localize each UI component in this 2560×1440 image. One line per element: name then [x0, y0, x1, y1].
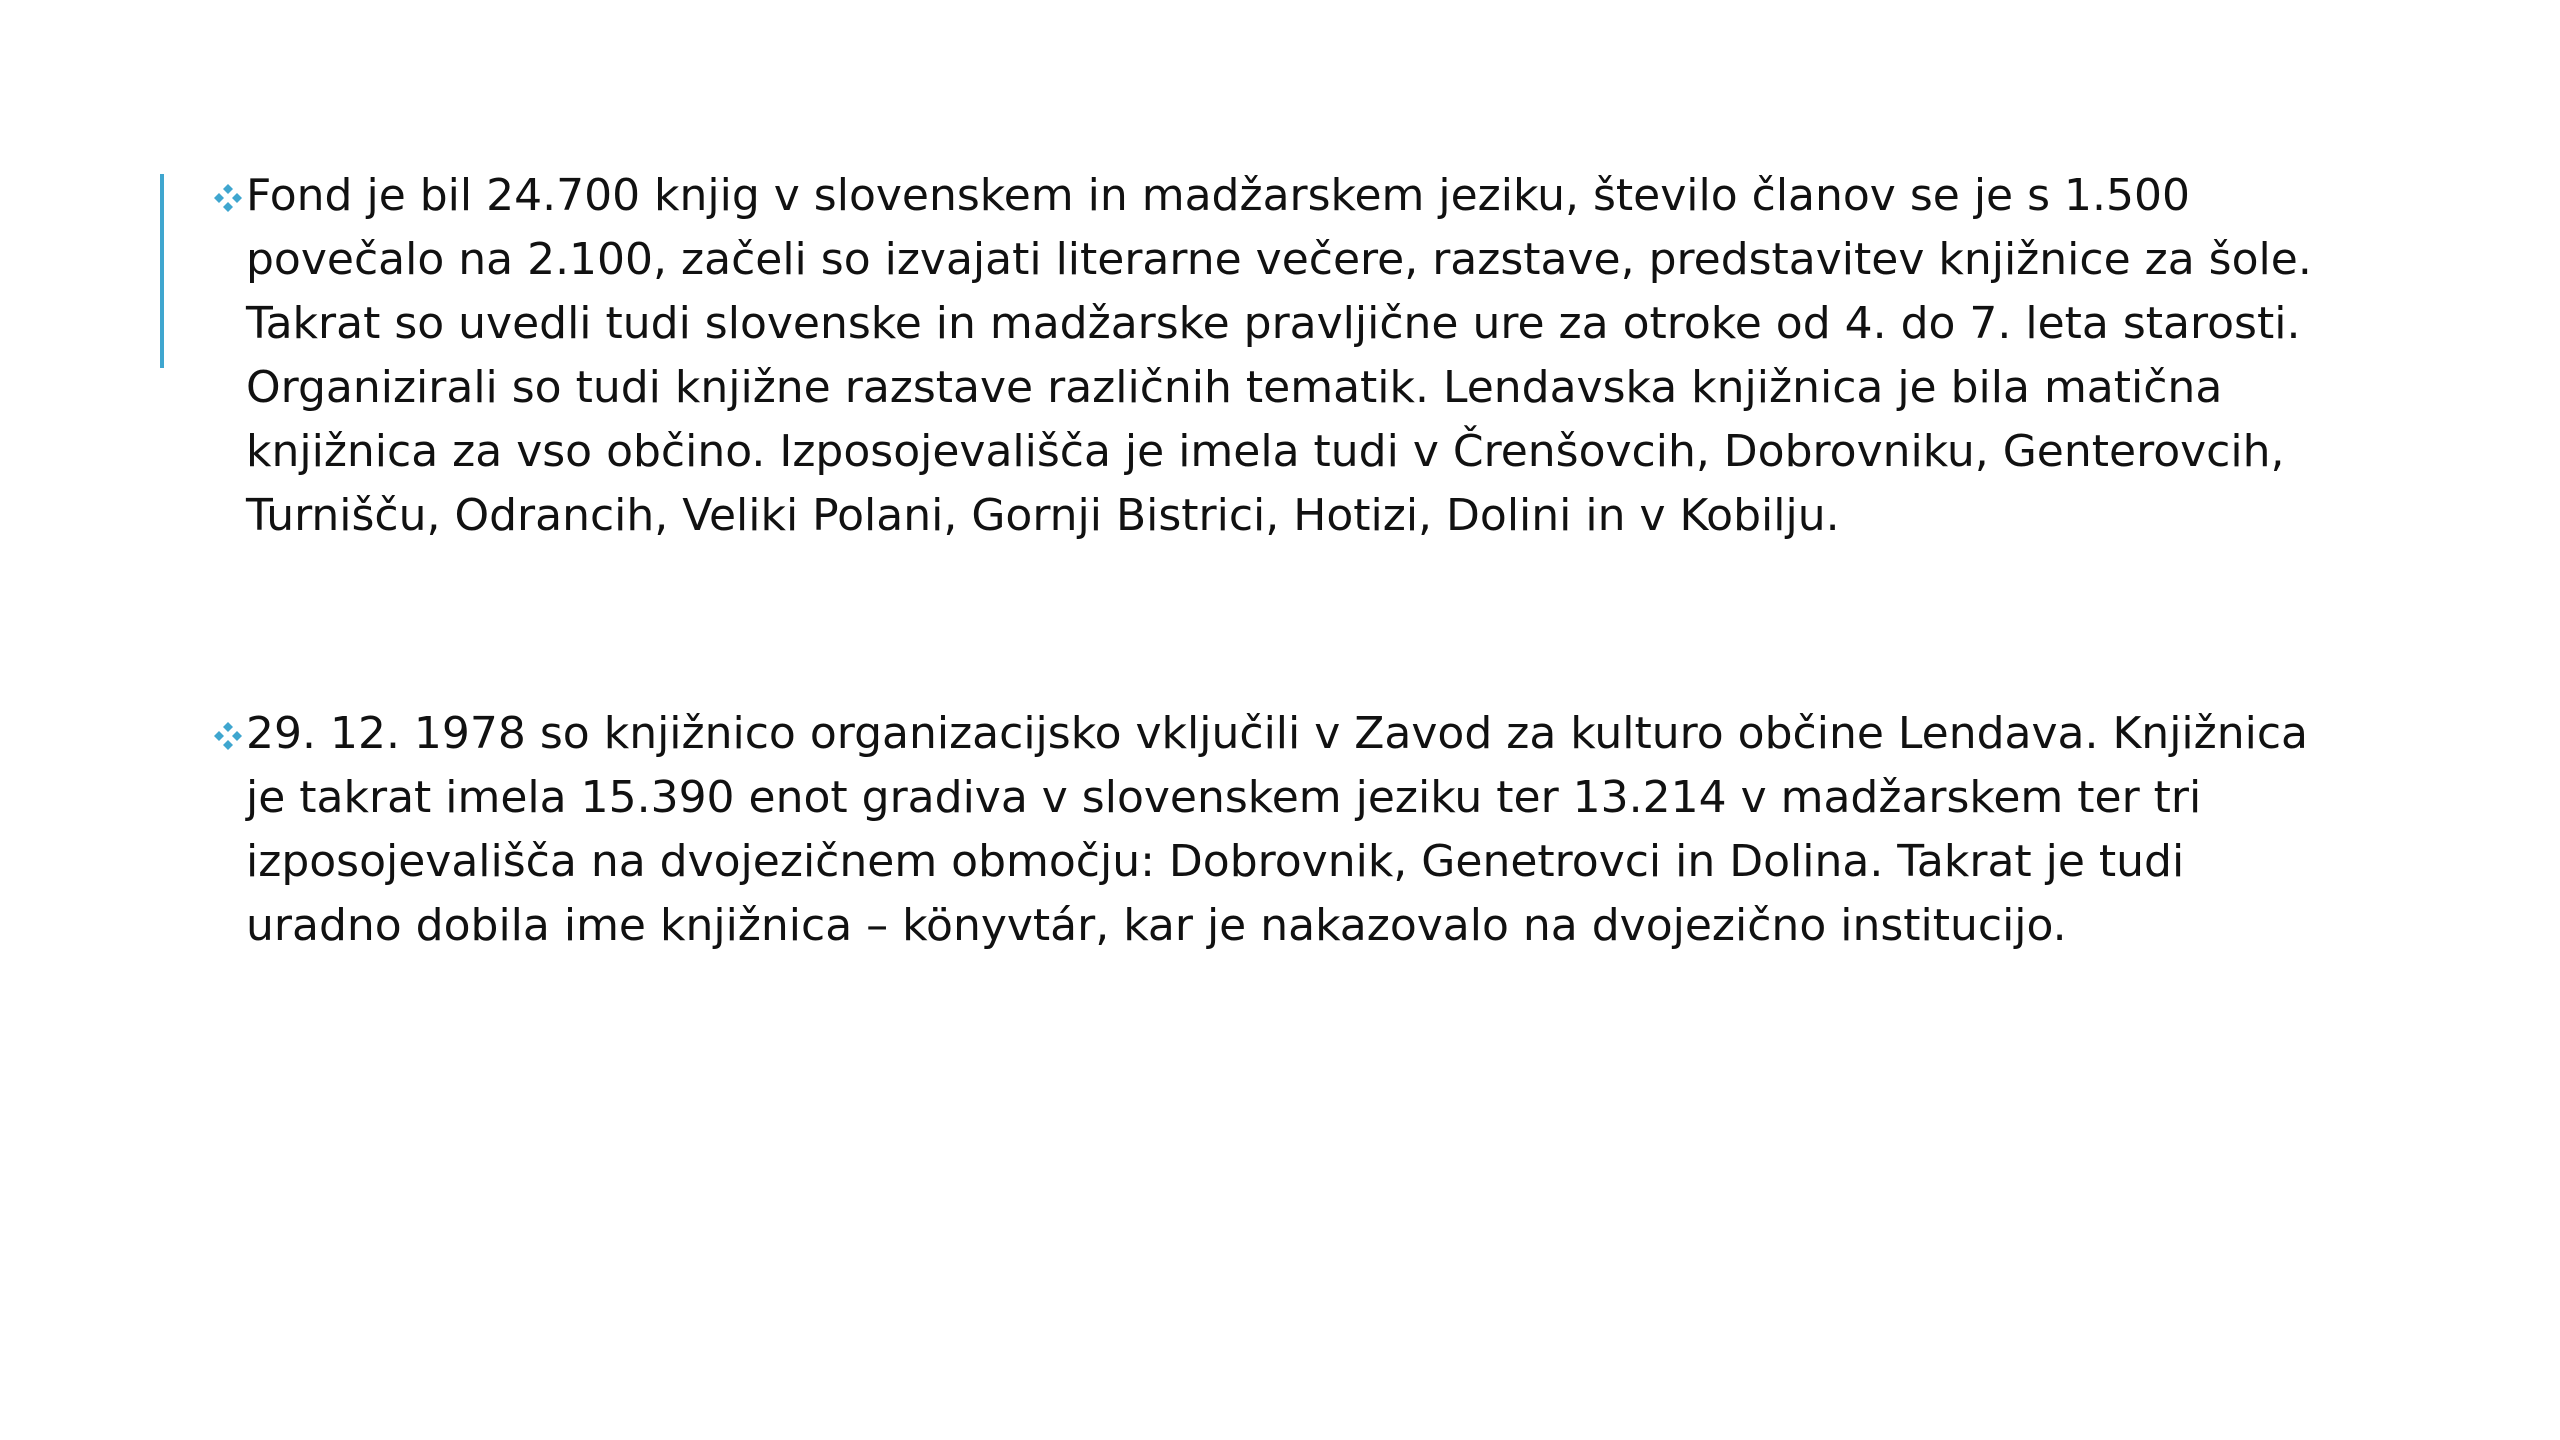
bullet-text: 29. 12. 1978 so knjižnico organizacijsko vključili v Zavod za kulturo občine Lendava. Knjižnica je takrat imela 15.390 enot gradiva v slovenskem jeziku ter 13.214 v madžarskem ter tri izposojevališča na dvojezičnem območju: Dobrovnik, Genetrovci in Dolina. Takrat je tudi uradno dobila ime knjižnica – könyvtár, kar je nakazovalo na dvojezično institucijo. [246, 708, 2309, 951]
bullet-text: Fond je bil 24.700 knjig v slovenskem in madžarskem jeziku, število članov se je s 1.500 povečalo na 2.100, začeli so izvajati literarne večere, razstave, predstavitev knjižnice za šole. Takrat so uvedli tudi slovenske in madžarske pravljične ure za otroke od 4. do 7. leta starosti. Organizirali so tudi knjižne razstave različnih tematik. Lendavska knjižnica je bila matična knjižnica za vso občino. Izposojevališča je imela tudi v Črenšovcih, Dobrovniku, Genterovcih, Turnišču, Odrancih, Veliki Polani, Gornji Bistrici, Hotizi, Dolini in v Kobilju. [246, 170, 2312, 541]
four-diamond-bullet-icon [212, 720, 244, 752]
bullet-item [232, 702, 2312, 958]
accent-bar [160, 174, 164, 368]
four-diamond-bullet-icon [212, 182, 244, 214]
bullet-item [232, 164, 2312, 548]
bullet-list [232, 164, 2312, 958]
